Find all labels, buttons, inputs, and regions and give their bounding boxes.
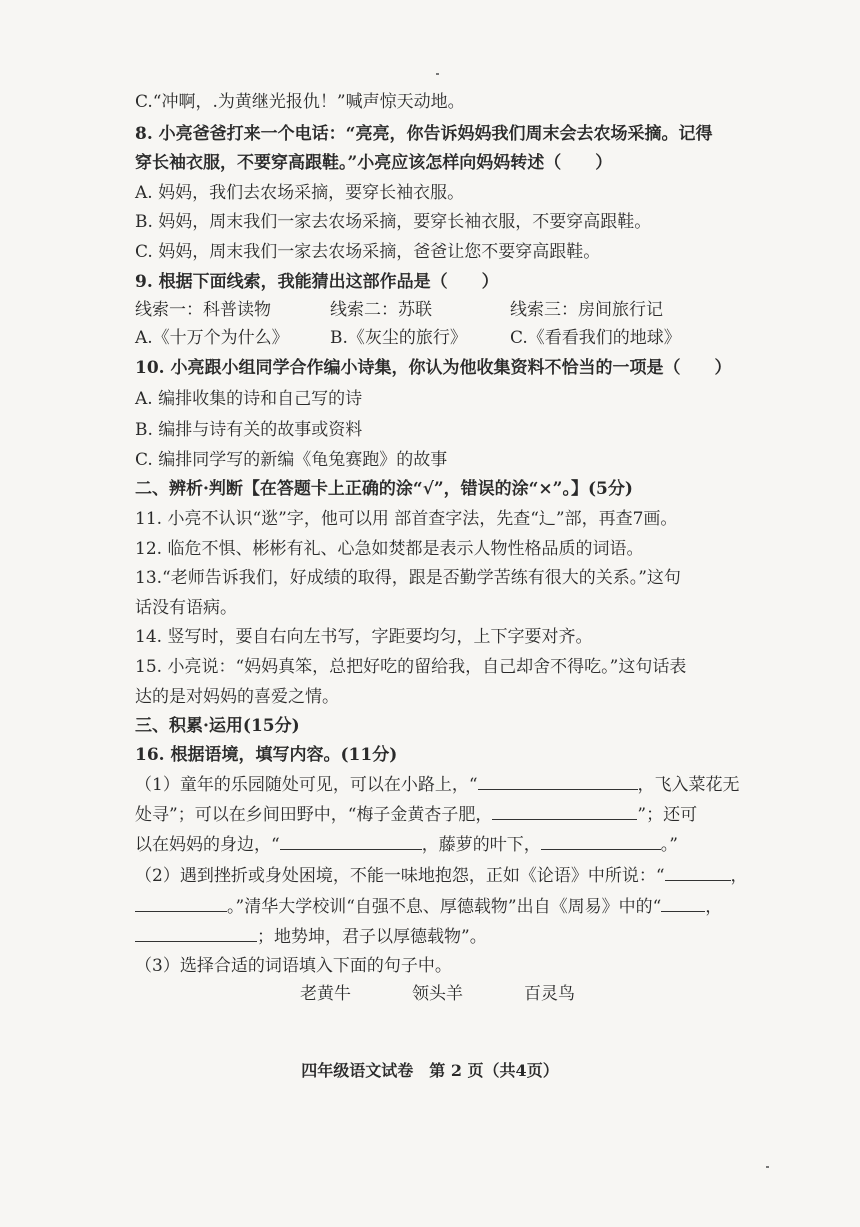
- word-option: 领头羊: [412, 984, 463, 1004]
- q10-stem: 10. 小亮跟小组同学合作编小诗集，你认为他收集资料不恰当的一项是（ ）: [135, 358, 732, 378]
- q16-part1-line3: [135, 833, 780, 857]
- text-segment: （2）遇到挫折或身处困境，不能一味地抱怨，正如《论语》中所说：“: [135, 866, 665, 886]
- answer-blank[interactable]: [661, 895, 705, 912]
- q10-option-b: B. 编排与诗有关的故事或资料: [135, 420, 363, 440]
- q11: 11. 小亮不认识“逖”字，他可以用 部首查字法，先查“辶”部，再查7画。: [135, 509, 678, 529]
- q16-part1-line2: [135, 803, 780, 827]
- text-segment: （1）童年的乐园随处可见，可以在小路上，“: [135, 775, 478, 795]
- answer-blank[interactable]: [665, 864, 731, 881]
- word-bank: [300, 982, 780, 1006]
- q9-clue: 线索一：科普读物: [135, 300, 271, 320]
- answer-blank[interactable]: [135, 925, 257, 942]
- q15-line1: 15. 小亮说：“妈妈真笨，总把好吃的留给我，自己却舍不得吃。”这句话表: [135, 657, 687, 677]
- page-footer: 四年级语文试卷 第 2 页（共4页）: [301, 1061, 559, 1080]
- answer-blank[interactable]: [478, 773, 638, 790]
- q9-option: B.《灰尘的旅行》: [330, 328, 467, 348]
- q7-option-c: C.“冲啊，.为黄继光报仇！”喊声惊天动地。: [135, 92, 465, 112]
- answer-blank[interactable]: [280, 833, 422, 850]
- answer-blank[interactable]: [492, 803, 637, 820]
- section2-heading: 二、辨析·判断【在答题卡上正确的涂“√”，错误的涂“×”。】(5分): [135, 479, 633, 499]
- q9-stem: 9. 根据下面线索，我能猜出这部作品是（ ）: [135, 272, 499, 292]
- text-segment: ，: [730, 866, 748, 886]
- q9-option: C.《看看我们的地球》: [510, 328, 681, 348]
- q16-part2-line1: [135, 864, 780, 888]
- q16-part2-line3: [135, 925, 780, 949]
- answer-blank[interactable]: [135, 895, 227, 912]
- q9-options: [135, 326, 780, 350]
- scan-speck: [436, 73, 439, 75]
- q15-line2: 达的是对妈妈的喜爱之情。: [135, 687, 339, 707]
- q9-clue: 线索二：苏联: [330, 300, 432, 320]
- q16-part1-line1: [135, 773, 780, 797]
- text-segment: ；地势坤，君子以厚德载物”。: [257, 927, 487, 947]
- text-segment: ，藤萝的叶下，: [421, 835, 541, 855]
- text-segment: 。”: [660, 835, 678, 855]
- q14: 14. 竖写时，要自右向左书写，字距要均匀，上下字要对齐。: [135, 627, 593, 647]
- word-option: 老黄牛: [300, 984, 351, 1004]
- q8-stem-line2: 穿长袖衣服，不要穿高跟鞋。”小亮应该怎样向妈妈转述（ ）: [135, 153, 613, 173]
- text-segment: ，: [705, 897, 723, 917]
- q16-part2-line2: [135, 895, 780, 919]
- q10-option-a: A. 编排收集的诗和自己写的诗: [135, 389, 363, 409]
- text-segment: ，飞入菜花无: [637, 775, 740, 795]
- q13-line2: 话没有语病。: [135, 598, 237, 618]
- q9-clues: [135, 298, 780, 322]
- word-option: 百灵鸟: [524, 984, 575, 1004]
- text-segment: 处寻”；可以在乡间田野中，“梅子金黄杏子肥，: [135, 805, 493, 825]
- section3-heading: 三、积累·运用(15分): [135, 716, 300, 736]
- text-segment: ”；还可: [637, 805, 698, 825]
- scan-speck: [766, 1166, 769, 1168]
- q8-option-c: C. 妈妈，周末我们一家去农场采摘，爸爸让您不要穿高跟鞋。: [135, 242, 601, 262]
- answer-blank[interactable]: [541, 833, 661, 850]
- text-segment: 以在妈妈的身边，“: [135, 835, 280, 855]
- q9-option: A.《十万个为什么》: [135, 328, 289, 348]
- q13-line1: 13.“老师告诉我们，好成绩的取得，跟是否勤学苦练有很大的关系。”这句: [135, 568, 681, 588]
- q16-stem: 16. 根据语境，填写内容。(11分): [135, 745, 398, 765]
- q12: 12. 临危不惧、彬彬有礼、心急如焚都是表示人物性格品质的词语。: [135, 539, 644, 559]
- q10-option-c: C. 编排同学写的新编《龟兔赛跑》的故事: [135, 450, 448, 470]
- q8-option-a: A. 妈妈，我们去农场采摘，要穿长袖衣服。: [135, 183, 465, 203]
- q9-clue: 线索三：房间旅行记: [510, 300, 663, 320]
- q8-stem-line1: 8. 小亮爸爸打来一个电话：“亮亮，你告诉妈妈我们周末会去农场采摘。记得: [135, 124, 713, 144]
- text-segment: 。”清华大学校训“自强不息、厚德载物”出自《周易》中的“: [227, 897, 662, 917]
- q16-part3-stem: （3）选择合适的词语填入下面的句子中。: [135, 956, 452, 976]
- q8-option-b: B. 妈妈，周末我们一家去农场采摘，要穿长袖衣服，不要穿高跟鞋。: [135, 212, 652, 232]
